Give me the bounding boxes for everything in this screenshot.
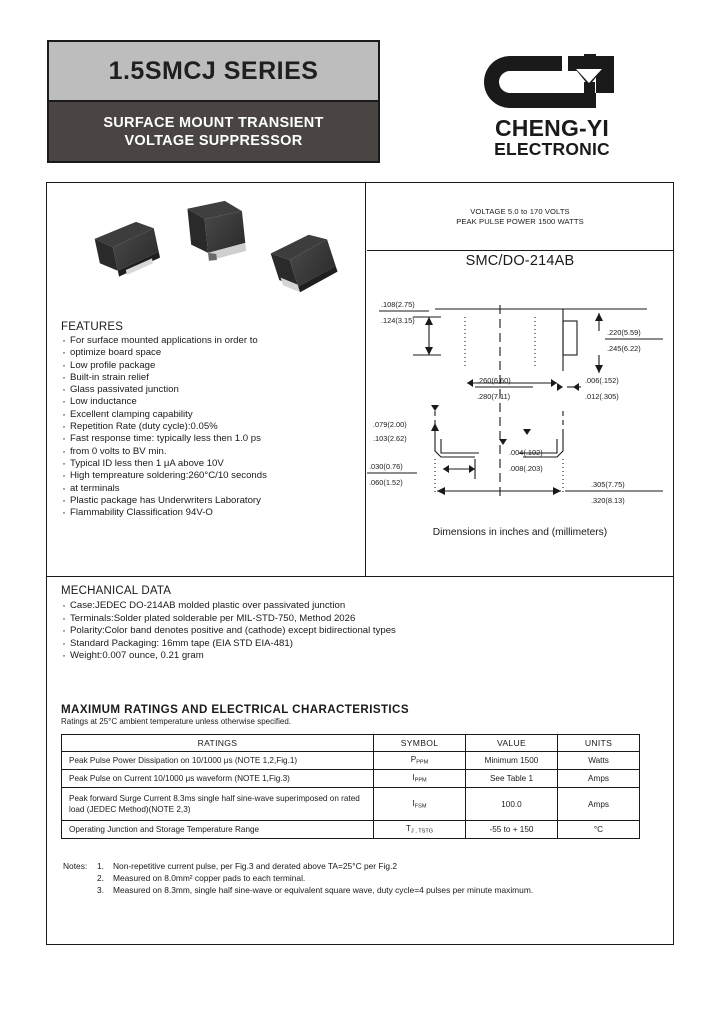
power-spec: PEAK PULSE POWER 1500 WATTS bbox=[456, 216, 584, 226]
cell-value: 100.0 bbox=[466, 788, 558, 821]
mechanical-item: · Standard Packaging: 16mm tape (EIA STD EIA-481) bbox=[61, 638, 661, 651]
note-text: Non-repetitive current pulse, per Fig.3 and derated above TA=25°C per Fig.2 bbox=[113, 861, 397, 871]
ratings-section bbox=[61, 703, 659, 839]
package-type-name: SMC/DO-214AB bbox=[465, 253, 575, 269]
table-header-row bbox=[62, 735, 640, 752]
dim-width-top: .220(5.59) bbox=[607, 328, 641, 337]
cell-symbol: $I_{PPM}$ bbox=[374, 770, 466, 788]
dim-stand-top: .004(.102) bbox=[509, 448, 543, 457]
note-row bbox=[63, 873, 663, 885]
vertical-divider bbox=[365, 183, 366, 577]
cell-units: Watts bbox=[558, 752, 640, 770]
dim-body-top: .260(6.60) bbox=[477, 376, 511, 385]
feature-item: · Fast response time: typically less then 1.0 ps bbox=[61, 433, 361, 445]
feature-item: · Repetition Rate (duty cycle):0.05% bbox=[61, 421, 361, 433]
features-list bbox=[61, 335, 361, 519]
mechanical-item: · Polarity:Color band denotes positive and (cathode) except bidirectional types bbox=[61, 625, 661, 638]
feature-item-cont: · at terminals bbox=[61, 483, 361, 495]
cell-units: °C bbox=[558, 821, 640, 839]
cell-rating: Operating Junction and Storage Temperature Range bbox=[62, 821, 374, 839]
col-header-symbol: SYMBOL bbox=[374, 735, 466, 752]
series-title: 1.5SMCJ SERIES bbox=[108, 56, 319, 85]
dimension-diagram-svg bbox=[367, 283, 673, 533]
cell-value: See Table 1 bbox=[466, 770, 558, 788]
notes-section bbox=[63, 861, 663, 896]
logo-division-name: ELECTRONIC bbox=[494, 139, 610, 159]
dim-foot-top: .030(0.76) bbox=[369, 462, 403, 471]
note-row bbox=[63, 861, 663, 873]
mechanical-item: · Case:JEDEC DO-214AB molded plastic over passivated junction bbox=[61, 600, 661, 613]
note-number: 3. bbox=[97, 884, 104, 895]
feature-item: · Plastic package has Underwriters Laboratory bbox=[61, 495, 361, 507]
top-section bbox=[47, 183, 673, 577]
logo-company-name: CHENG-YI bbox=[494, 115, 610, 141]
feature-item: · Typical ID less then 1 μA above 10V bbox=[61, 458, 361, 470]
dim-foot-bot: .060(1.52) bbox=[369, 478, 403, 487]
feature-item: · Low inductance bbox=[61, 396, 361, 408]
feature-item-cont: · optimize board space bbox=[61, 347, 361, 359]
dim-stand-bot: .008(.203) bbox=[509, 464, 543, 473]
smc-package-images bbox=[53, 187, 359, 315]
dim-side-bot: .103(2.62) bbox=[373, 434, 407, 443]
cell-value: -55 to + 150 bbox=[466, 821, 558, 839]
ratings-table bbox=[61, 734, 640, 839]
feature-item: · For surface mounted applications in order to bbox=[61, 335, 361, 347]
feature-item-cont: · Flammability Classification 94V-O bbox=[61, 507, 361, 519]
cell-symbol: $T_{J , TSTG}$ bbox=[374, 821, 466, 839]
mechanical-item: · Terminals:Solder plated solderable per MIL-STD-750, Method 2026 bbox=[61, 613, 661, 626]
dim-overall-bot: .320(8.13) bbox=[591, 496, 625, 505]
note-number: 2. bbox=[97, 872, 104, 883]
company-logo bbox=[452, 52, 652, 167]
note-number: 1. bbox=[97, 861, 104, 871]
table-row bbox=[62, 770, 640, 788]
features-section bbox=[61, 321, 361, 519]
package-photo-2 bbox=[187, 199, 247, 262]
cell-rating: Peak forward Surge Current 8.3ms single half sine-wave superimposed on rated load (JEDEC Method)(NOTE 2,3) bbox=[62, 788, 374, 821]
notes-label: Notes: bbox=[63, 861, 88, 871]
table-row bbox=[62, 752, 640, 770]
note-text: Measured on 8.0mm² copper pads to each terminal. bbox=[113, 872, 306, 883]
table-row bbox=[62, 788, 640, 821]
note-text: Measured on 8.3mm, single half sine-wave or equivalent square wave, duty cycle=4 pulses per minute maximum. bbox=[113, 884, 534, 895]
mechanical-item: · Weight:0.007 ounce, 0.21 gram bbox=[61, 650, 661, 663]
cell-rating: Peak Pulse Power Dissipation on 10/1000 μs (NOTE 1,2,Fig.1) bbox=[62, 752, 374, 770]
col-header-ratings: RATINGS bbox=[62, 735, 374, 752]
package-dimension-drawing bbox=[367, 283, 673, 533]
dim-side-top: .079(2.00) bbox=[373, 420, 407, 429]
cell-symbol: $P_{PPM}$ bbox=[374, 752, 466, 770]
dim-lead-thk-top: .006(.152) bbox=[585, 376, 619, 385]
dim-body-bot: .280(7.11) bbox=[477, 392, 511, 401]
dim-height-top: .108(2.75) bbox=[381, 300, 415, 309]
feature-item: · Glass passivated junction bbox=[61, 384, 361, 396]
cell-symbol: $I_{FSM}$ bbox=[374, 788, 466, 821]
col-header-units: UNITS bbox=[558, 735, 640, 752]
mechanical-data-section bbox=[61, 585, 661, 663]
cell-units: Amps bbox=[558, 788, 640, 821]
feature-item-cont: · from 0 volts to BV min. bbox=[61, 446, 361, 458]
voltage-spec: VOLTAGE 5.0 to 170 VOLTS bbox=[470, 206, 570, 216]
col-header-value: VALUE bbox=[466, 735, 558, 752]
feature-item: · Built-in strain relief bbox=[61, 372, 361, 384]
mechanical-data-list bbox=[61, 600, 661, 663]
cell-value: Minimum 1500 bbox=[466, 752, 558, 770]
dim-lead-thk-bot: .012(.305) bbox=[585, 392, 619, 401]
cell-units: Amps bbox=[558, 770, 640, 788]
title-block bbox=[47, 40, 380, 163]
ratings-heading: MAXIMUM RATINGS AND ELECTRICAL CHARACTERISTICS bbox=[61, 703, 409, 716]
mechanical-data-heading: MECHANICAL DATA bbox=[61, 585, 172, 597]
ratings-subheading: Ratings at 25°C ambient temperature unless otherwise specified. bbox=[61, 717, 291, 726]
product-subtitle-band bbox=[49, 102, 378, 161]
package-photos bbox=[53, 187, 359, 315]
dimension-units-note: Dimensions in inches and (millimeters) bbox=[432, 527, 608, 538]
cell-rating: Peak Pulse on Current 10/1000 μs waveform (NOTE 1,Fig.3) bbox=[62, 770, 374, 788]
package-photo-3 bbox=[269, 230, 340, 297]
features-heading: FEATURES bbox=[61, 321, 124, 333]
package-photo-1 bbox=[93, 219, 162, 280]
table-row bbox=[62, 821, 640, 839]
cy-monogram-icon bbox=[476, 52, 628, 112]
dim-overall-top: .305(7.75) bbox=[591, 480, 625, 489]
series-title-band bbox=[49, 42, 378, 102]
feature-item: · High tempreature soldering:260°C/10 seconds bbox=[61, 470, 361, 482]
spec-header bbox=[367, 183, 673, 251]
feature-item: · Excellent clamping capability bbox=[61, 409, 361, 421]
product-subtitle-line2: VOLTAGE SUPPRESSOR bbox=[124, 132, 303, 149]
product-subtitle-line1: SURFACE MOUNT TRANSIENT bbox=[103, 114, 324, 131]
dim-height-bot: .124(3.15) bbox=[381, 316, 415, 325]
feature-item: · Low profile package bbox=[61, 360, 361, 372]
note-row bbox=[63, 885, 663, 897]
content-frame bbox=[46, 182, 674, 945]
dim-width-bot: .245(6.22) bbox=[607, 344, 641, 353]
